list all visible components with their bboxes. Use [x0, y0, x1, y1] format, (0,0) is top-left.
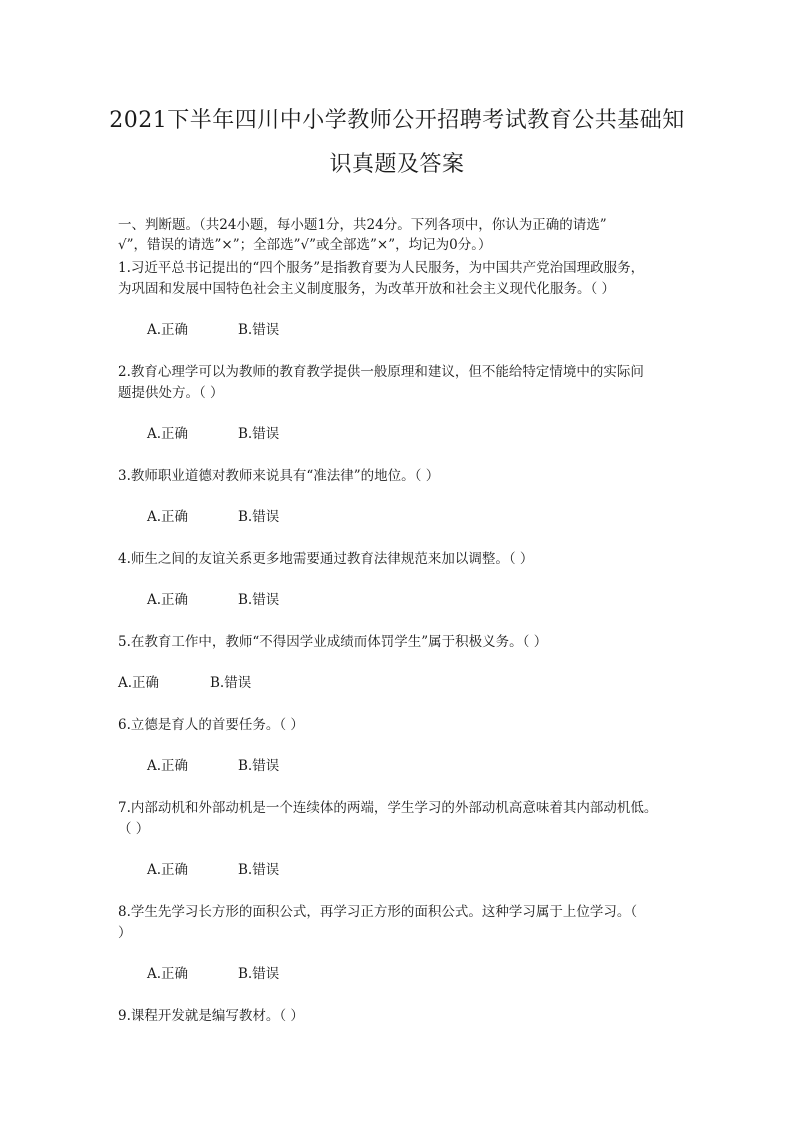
question-6-option-b: B.错误	[238, 758, 280, 774]
question-1-text-line-1: 1.习近平总书记提出的“四个服务”是指教育要为人民服务，为中国共产党治国理政服务，	[118, 260, 645, 276]
question-1-option-b: B.错误	[238, 322, 280, 338]
section-instruction-line-2: √”，错误的请选”×”；全部选”√”或全部选”×”，均记为0分。）	[118, 237, 492, 253]
question-7-text-line-2: （ ）	[118, 821, 150, 837]
question-8-option-a: A.正确	[147, 966, 189, 982]
question-4-option-a: A.正确	[147, 592, 189, 608]
document-title-line-1: 2021下半年四川中小学教师公开招聘考试教育公共基础知	[109, 108, 685, 133]
question-5-option-b: B.错误	[210, 675, 252, 691]
question-7-text-line-1: 7.内部动机和外部动机是一个连续体的两端，学生学习的外部动机高意味着其内部动机低。	[118, 800, 658, 816]
question-3-text-line-1: 3.教师职业道德对教师来说具有“准法律”的地位。（ ）	[118, 468, 440, 484]
question-1-option-a: A.正确	[147, 322, 189, 338]
question-8-text-line-2: ）	[118, 925, 132, 941]
question-4-text-line-1: 4.师生之间的友谊关系更多地需要通过教育法律规范来加以调整。（ ）	[118, 551, 534, 567]
document-title-line-2: 识真题及答案	[329, 152, 465, 177]
question-3-option-b: B.错误	[238, 509, 280, 525]
question-3-option-a: A.正确	[147, 509, 189, 525]
question-4-option-b: B.错误	[238, 592, 280, 608]
question-2-option-b: B.错误	[238, 426, 280, 442]
question-2-text-line-1: 2.教育心理学可以为教师的教育教学提供一般原理和建议，但不能给特定情境中的实际问	[118, 364, 644, 380]
question-5-text-line-1: 5.在教育工作中，教师“不得因学业成绩而体罚学生”属于积极义务。（ ）	[118, 634, 548, 650]
question-2-text-line-2: 题提供处方。（ ）	[118, 385, 224, 401]
question-8-option-b: B.错误	[238, 966, 280, 982]
question-8-text-line-1: 8.学生先学习长方形的面积公式，再学习正方形的面积公式。这种学习属于上位学习。（	[118, 904, 638, 920]
question-5-option-a: A.正确	[118, 675, 160, 691]
question-6-text-line-1: 6.立德是育人的首要任务。（ ）	[118, 717, 304, 733]
question-7-option-b: B.错误	[238, 862, 280, 878]
section-instruction-line-1: 一、判断题。（共24小题，每小题1分，共24分。下列各项中，你认为正确的请选”	[118, 217, 607, 233]
question-1-text-line-2: 为巩固和发展中国特色社会主义制度服务，为改革开放和社会主义现代化服务。（ ）	[118, 281, 616, 297]
question-6-option-a: A.正确	[147, 758, 189, 774]
question-2-option-a: A.正确	[147, 426, 189, 442]
question-7-option-a: A.正确	[147, 862, 189, 878]
question-9-text-line-1: 9.课程开发就是编写教材。（ ）	[118, 1008, 304, 1024]
